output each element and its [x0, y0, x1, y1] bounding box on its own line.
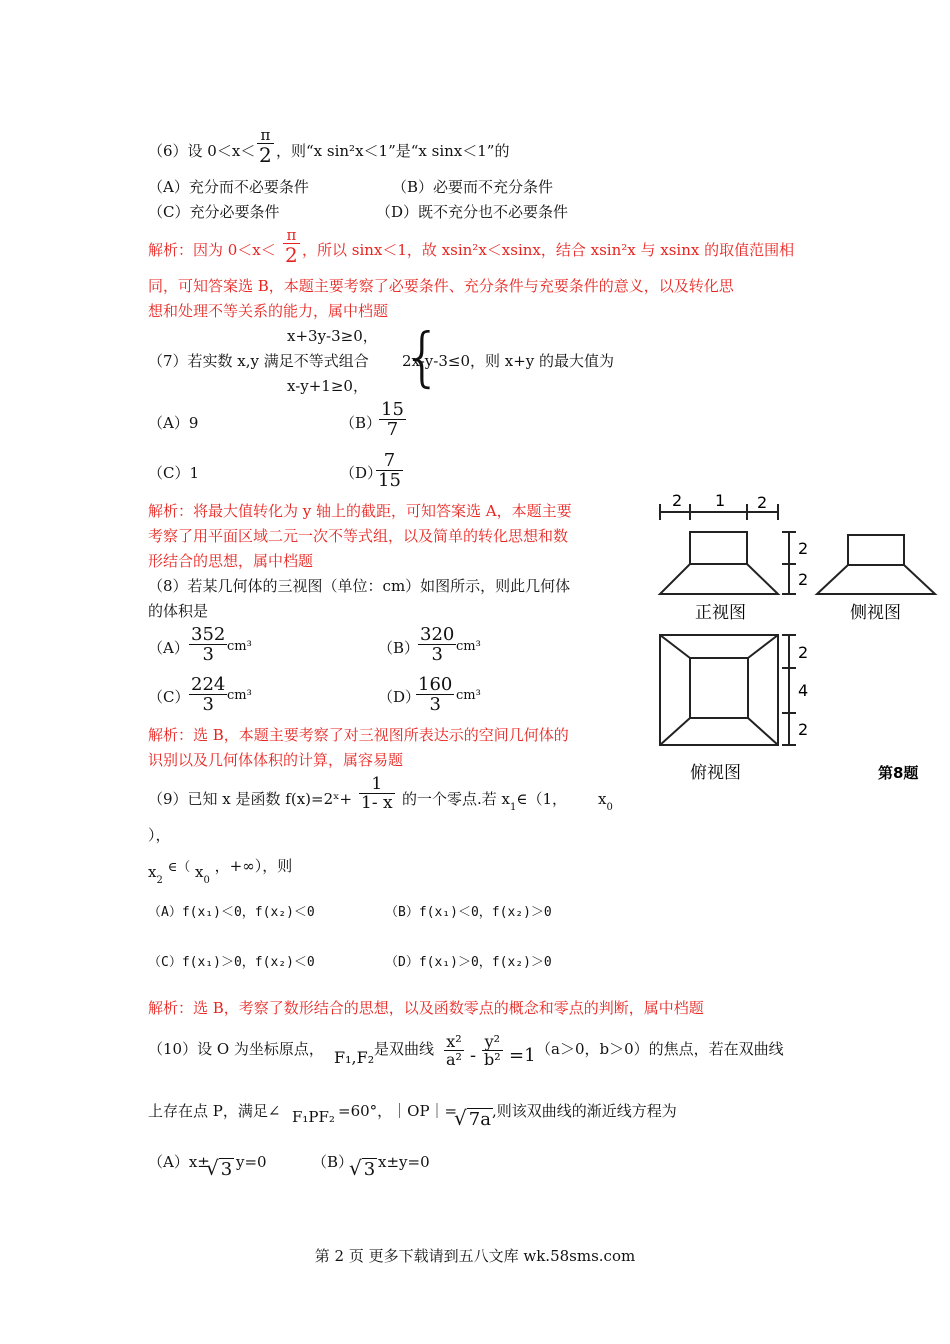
sqrt-symbol: √ [206, 1156, 219, 1180]
q9-option-a: （A）f(x₁)＜0，f(x₂)＜0 [148, 905, 315, 920]
q9-x2-line-a: ∈（ [167, 860, 191, 875]
q10-line2-a: 上存在点 P，满足∠ [148, 1102, 281, 1120]
q8-option-d-frac [416, 676, 454, 714]
q9-x0 [598, 790, 613, 814]
q10-line2-c: ,则该双曲线的渐近线方程为 [492, 1102, 677, 1120]
numerator: 352 [191, 624, 226, 645]
q7-option-d-label: （D） [340, 464, 383, 482]
q8-option-a-frac [189, 626, 227, 664]
numerator: 224 [191, 674, 226, 695]
q9-option-b: （B）f(x₁)＜0，f(x₂)＞0 [385, 905, 552, 920]
q9-x2-line [148, 857, 292, 887]
q7-ineq-3: x-y+1≥0， [287, 377, 368, 395]
pi: π [286, 226, 297, 244]
x2-var: x [148, 863, 157, 881]
q9-stem-b-text: 的一个零点.若 x [402, 790, 510, 808]
denominator: 3 [189, 694, 227, 714]
dim-front-upper: 2 [798, 539, 809, 558]
dim-top-a: 2 [798, 643, 809, 662]
q6-stem [148, 142, 255, 160]
b-squared: b² [484, 1050, 501, 1069]
q10-option-a-sqrt [206, 1156, 234, 1181]
figure-caption: 第8题 [878, 764, 919, 782]
q10-option-a-pre: （A）x± [148, 1153, 210, 1171]
sub-0: 0 [606, 802, 613, 813]
radicand: 7a [468, 1109, 491, 1130]
numerator: 320 [420, 624, 455, 645]
q6-solution-3: 想和处理不等关系的能力，属中档题 [148, 302, 389, 320]
q7-option-d-frac [376, 452, 403, 490]
q6-frac-pi-2 [257, 128, 274, 165]
q6-sol-frac [283, 228, 300, 265]
two: 2 [285, 243, 298, 267]
q10-line2-b: =60°，｜OP｜= [338, 1102, 458, 1120]
q7-option-a: （A）9 [148, 414, 199, 432]
q7-ineq-2: 2x-y-3≤0，则 x+y 的最大值为 [402, 352, 615, 370]
q9-x2-line-b: ，+∞），则 [214, 857, 293, 875]
q9-stem-b [402, 790, 567, 814]
sqrt-symbol: √ [454, 1106, 467, 1130]
q10-option-b-pre: （B） [312, 1153, 354, 1171]
a-squared: a² [446, 1050, 462, 1069]
sub-0: 0 [203, 875, 210, 886]
x0-var: x [195, 863, 204, 881]
denominator: 3 [418, 644, 456, 664]
front-view-label: 正视图 [695, 603, 746, 623]
q10-option-b-post: x±y=0 [378, 1153, 430, 1171]
q7-option-c: （C）1 [148, 464, 200, 482]
numerator: 1 [371, 774, 383, 794]
dim-top-right: 2 [757, 493, 768, 512]
q6-option-a: （A）充分而不必要条件 [148, 178, 309, 196]
dim-top-c: 2 [798, 720, 809, 739]
q9-stem-c: ∈（1， [516, 790, 568, 808]
sub-1: 1 [510, 802, 517, 813]
sqrt-symbol: √ [349, 1156, 362, 1180]
q10-option-a-post: y=0 [236, 1153, 267, 1171]
q10-option-b-sqrt [349, 1156, 377, 1181]
q6-option-b: （B）必要而不充分条件 [392, 178, 554, 196]
q8-option-c-label: （C） [148, 688, 190, 706]
q7-ineq-1: x+3y-3≥0， [287, 327, 378, 345]
q10-frac-x [444, 1034, 464, 1068]
q10-eq1: =1 [509, 1045, 536, 1066]
page-footer: 第 2 页 更多下载请到五八文库 wk.58sms.com [314, 1247, 636, 1265]
denominator: 15 [378, 470, 401, 491]
q8-option-d-unit: cm³ [456, 688, 481, 703]
q8-option-a-unit: cm³ [227, 639, 252, 654]
q8-option-b-frac [418, 626, 456, 664]
sub-2: 2 [156, 875, 163, 886]
q6-option-c: （C）充分必要条件 [148, 203, 280, 221]
q7-solution-1: 解析：将最大值转化为 y 轴上的截距，可知答案选 A，本题主要 [148, 502, 572, 520]
q8-stem-2: 的体积是 [148, 602, 209, 620]
q9-option-d: （D）f(x₁)＞0，f(x₂)＞0 [385, 955, 552, 970]
q6-solution-1b: ，所以 sinx＜1，故 xsin²x＜xsinx，结合 xsin²x 与 xsinx 的取值范围相 [302, 241, 795, 259]
pi: π [260, 126, 271, 144]
q9-solution: 解析：选 B，考察了数形结合的思想，以及函数零点的概念和零点的判断，属中档题 [148, 999, 704, 1017]
q10-stem-b: 是双曲线 [374, 1040, 435, 1058]
numerator: 15 [381, 399, 404, 420]
q10-stem-a: （10）设 O 为坐标原点， [148, 1040, 324, 1058]
numerator: 7 [383, 450, 396, 471]
q7-stem: （7）若实数 x,y 满足不等式组合 [148, 352, 369, 370]
dim-top-b: 4 [798, 681, 809, 700]
q9-frac [359, 776, 395, 812]
q8-stem-1: （8）若某几何体的三视图（单位：cm）如图所示，则此几何体 [148, 577, 571, 595]
q8-solution-2: 识别以及几何体体积的计算，属容易题 [148, 751, 404, 769]
q8-option-d-label: （D） [378, 688, 421, 706]
q7-brace: { [402, 321, 443, 395]
top-view-label: 俯视图 [690, 763, 741, 783]
q8-option-c-unit: cm³ [227, 688, 252, 703]
q10-stem-c: （a＞0，b＞0）的焦点，若在双曲线 [536, 1040, 784, 1058]
q7-solution-3: 形结合的思想，属中档题 [148, 552, 314, 570]
q8-option-a-label: （A） [148, 639, 189, 657]
q8-option-b-label: （B） [378, 639, 420, 657]
y-squared: y² [484, 1032, 501, 1051]
q8-solution-1: 解析：选 B，本题主要考察了对三视图所表达示的空间几何体的 [148, 726, 569, 744]
q7-solution-2: 考察了用平面区域二元一次不等式组，以及简单的转化思想和数 [148, 527, 569, 545]
denominator: 3 [416, 694, 454, 714]
q9-option-c: （C）f(x₁)＞0，f(x₂)＜0 [148, 955, 315, 970]
q6-stem-b: ，则“x sin²x＜1”是“x sinx＜1”的 [276, 142, 510, 160]
dim-front-lower: 2 [798, 570, 809, 589]
three-view-figure [650, 490, 940, 790]
radicand: 3 [363, 1159, 376, 1180]
denominator: 1- x [361, 793, 393, 813]
radicand: 3 [220, 1159, 233, 1180]
side-view-label: 侧视图 [850, 603, 901, 623]
q7-option-b-frac [379, 401, 406, 439]
q9-paren-close: ）， [148, 826, 171, 844]
q8-option-b-unit: cm³ [456, 639, 481, 654]
dim-top-mid: 1 [715, 491, 726, 510]
q10-angle: F₁PF₂ [292, 1108, 335, 1126]
numerator: 160 [418, 674, 453, 695]
q7-option-b-label: （B） [340, 414, 382, 432]
denominator: 3 [189, 644, 227, 664]
two: 2 [259, 143, 272, 167]
q6-option-d: （D）既不充分也不必要条件 [376, 203, 569, 221]
q6-solution-1a: 解析：因为 0＜x＜ [148, 241, 276, 259]
denominator: 7 [379, 419, 406, 439]
q6-solution-2: 同，可知答案选 B，本题主要考察了必要条件、充分条件与充要条件的意义，以及转化思 [148, 277, 734, 295]
x0-var: x [598, 790, 607, 808]
q10-minus: - [470, 1045, 477, 1066]
q9-stem-a: （9）已知 x 是函数 f(x)=2ˣ+ [148, 790, 353, 808]
q6-stem-a: （6）设 0＜x＜ [148, 142, 256, 160]
q10-sqrt-7a [454, 1106, 493, 1131]
q10-foci: F₁,F₂ [334, 1048, 375, 1067]
q8-option-c-frac [189, 676, 227, 714]
dim-top-left: 2 [672, 491, 683, 510]
x-squared: x² [446, 1032, 462, 1051]
q10-frac-y [482, 1034, 503, 1068]
